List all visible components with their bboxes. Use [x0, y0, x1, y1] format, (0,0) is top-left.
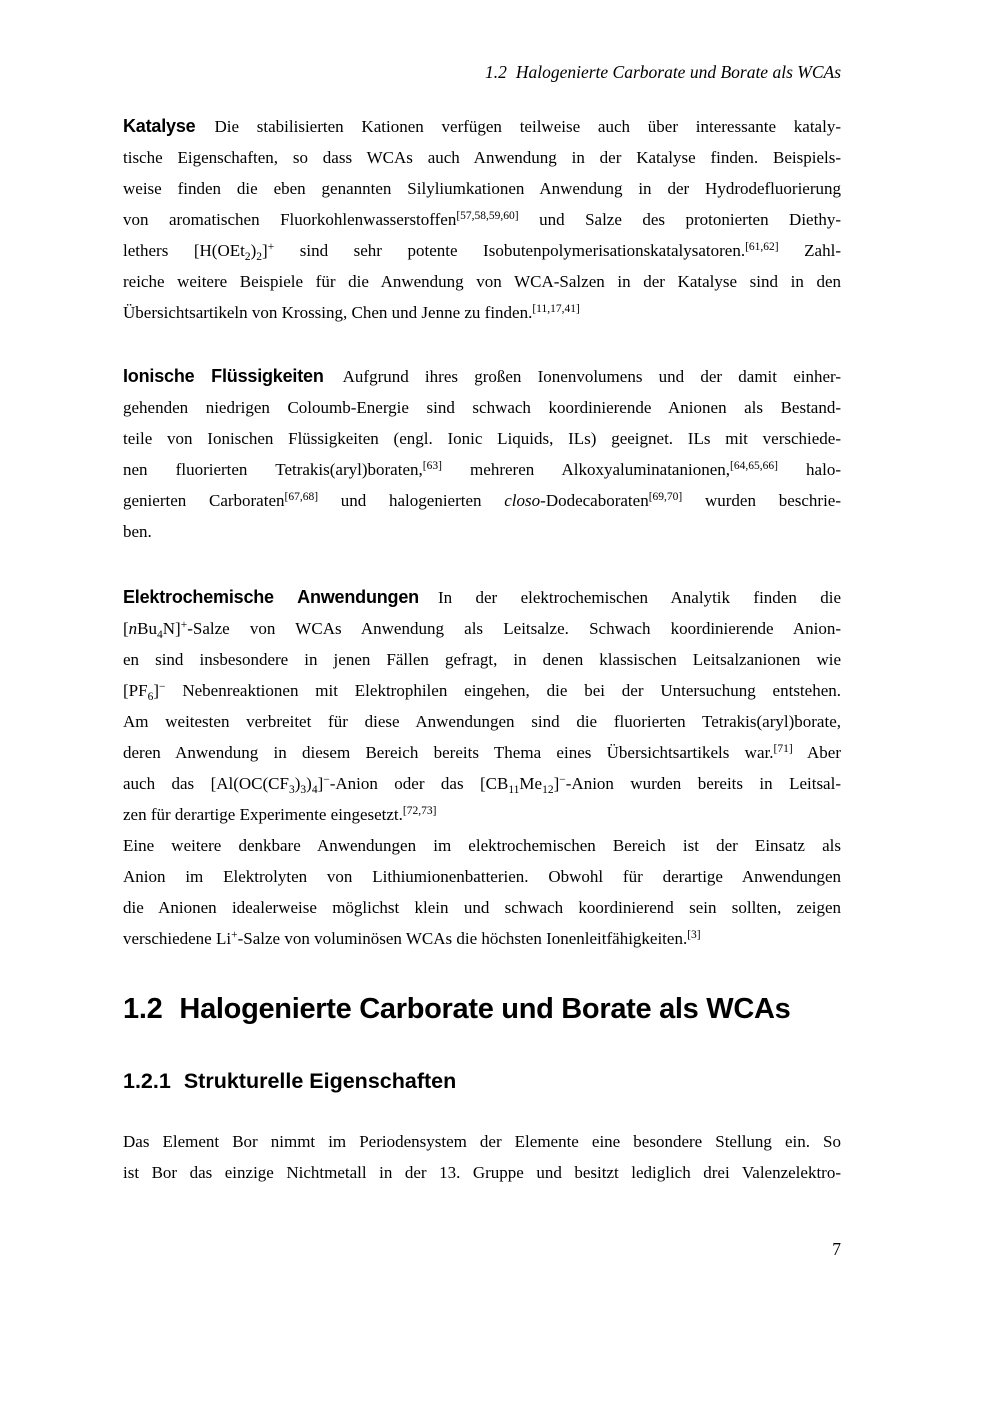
text-line [123, 392, 841, 423]
text-run-i: n [128, 619, 138, 638]
text-line [123, 173, 841, 204]
text-block [123, 0, 841, 1261]
text-line [123, 799, 841, 830]
text-run: -Anion oder das [CB [329, 774, 509, 793]
text-run-sub: 2 [256, 251, 263, 263]
text-line [123, 266, 841, 297]
text-line [123, 861, 841, 892]
text-line [123, 613, 841, 644]
text-run: tische Eigenschaften, so dass WCAs auch Anwendung in der Katalyse finden. Beispiels- [123, 148, 841, 167]
text-run-sub: 4 [311, 784, 318, 796]
text-line [123, 892, 841, 923]
text-run-sub: 2 [244, 251, 251, 263]
section-title: Halogenierte Carborate und Borate als WCAs [179, 993, 791, 1025]
text-run-sub: 6 [147, 691, 154, 703]
subsection-title: Strukturelle Eigenschaften [183, 1069, 457, 1093]
text-line [123, 516, 841, 547]
running-header-section-number: 1.2 [484, 62, 507, 82]
text-line [123, 737, 841, 768]
text-run: lethers [H(OEt [123, 241, 245, 260]
text-line [123, 454, 841, 485]
text-run-lead: Katalyse [123, 116, 196, 136]
text-run-sup: [11,17,41] [532, 303, 580, 315]
text-line [123, 111, 841, 142]
text-line [123, 923, 841, 954]
text-run: [ [123, 619, 129, 638]
text-run: verschiedene Li [123, 929, 232, 948]
text-run-sub: 3 [300, 784, 307, 796]
paragraph-katalyse [123, 111, 841, 328]
text-run: en sind insbesondere in jenen Fällen gefragt, in denen klassischen Leitsalzanionen wie [123, 650, 841, 669]
text-line [123, 235, 841, 266]
text-run: halo- [777, 460, 841, 479]
text-run: N] [162, 619, 181, 638]
text-run: ] [553, 774, 560, 793]
text-line [123, 361, 841, 392]
text-run: nen fluorierten Tetrakis(aryl)boraten, [123, 460, 423, 479]
text-run: ist Bor das einzige Nichtmetall in der 13. Gruppe und besitzt lediglich drei Valenzelektro- [123, 1163, 841, 1182]
text-run: von aromatischen Fluorkohlenwasserstoffen [123, 210, 457, 229]
text-run-i: closo [504, 491, 541, 510]
text-run: wurden beschrie- [682, 491, 842, 510]
text-run-sup: [3] [687, 929, 701, 941]
text-run: Die stabilisierten Kationen verfügen teilweise auch über interessante kataly- [214, 117, 841, 136]
text-line [123, 142, 841, 173]
text-run: ) [306, 774, 312, 793]
text-run: Aber [792, 743, 841, 762]
text-run: ] [262, 241, 268, 260]
text-run: ] [317, 774, 324, 793]
text-run: ben. [123, 522, 152, 541]
text-run: ] [153, 681, 159, 700]
text-run-lead: Elektrochemische Anwendungen [123, 587, 419, 607]
text-run: und Salze des protonierten Diethy- [518, 210, 841, 229]
text-run: teile von Ionischen Flüssigkeiten (engl. Ionic Liquids, ILs) geeignet. ILs mit verschiede- [123, 429, 841, 448]
text-line [123, 1157, 841, 1188]
text-run-sup: − [559, 774, 566, 786]
text-run: Das Element Bor nimmt im Periodensystem der Elemente eine besondere Stellung ein. So [123, 1132, 841, 1151]
text-run: Aufgrund ihres großen Ionenvolumens und der damit einher- [342, 367, 841, 386]
text-run: Anion im Elektrolyten von Lithiumionenbatterien. Obwohl für derartige Anwendungen [123, 867, 841, 886]
text-run-sup: [71] [773, 743, 793, 755]
text-line [123, 706, 841, 737]
text-run: In der elektrochemischen Analytik finden die [437, 588, 842, 607]
text-run-sup: [57,58,59,60] [456, 210, 519, 222]
text-run-sup: [61,62] [745, 241, 779, 253]
text-run: Übersichtsartikeln von Krossing, Chen und Jenne zu finden. [123, 303, 533, 322]
text-run: reiche weitere Beispiele für die Anwendung von WCA-Salzen in der Katalyse sind in den [123, 272, 841, 291]
section-number: 1.2 [123, 993, 163, 1025]
text-run: auch das [Al(OC(CF [123, 774, 289, 793]
text-line [123, 582, 841, 613]
paragraph-ionische-fluessigkeiten [123, 361, 841, 547]
text-run-sup: [67,68] [284, 491, 319, 503]
text-run: und halogenierten [318, 491, 505, 510]
text-run: -Salze von WCAs Anwendung als Leitsalze. Schwach koordinierende Anion- [187, 619, 841, 638]
text-line [123, 675, 841, 706]
text-run-sup: + [231, 929, 238, 941]
text-run-sub: 4 [157, 629, 163, 641]
text-run-sup: + [267, 241, 275, 253]
text-line [123, 644, 841, 675]
subsection-number: 1.2.1 [123, 1069, 171, 1093]
text-run-sup: [63] [422, 460, 442, 472]
text-line [123, 1126, 841, 1157]
text-run-sup: − [159, 681, 166, 693]
running-header [123, 60, 841, 84]
text-run: Bu [137, 619, 158, 638]
text-run: ) [250, 241, 257, 260]
text-run: Eine weitere denkbare Anwendungen im elektrochemischen Bereich ist der Einsatz als [123, 836, 841, 855]
text-run: Am weitesten verbreitet für diese Anwendungen sind die fluorierten Tetrakis(aryl)borate, [123, 712, 841, 731]
text-run-sub: 12 [542, 784, 554, 796]
text-run: weise finden die eben genannten Silyliumkationen Anwendung in der Hydrodefluorierung [123, 179, 841, 198]
text-run: genierten Carboraten [123, 491, 285, 510]
text-run: [PF [123, 681, 148, 700]
text-run: die Anionen idealerweise möglichst klein und schwach koordinierend sein sollten, zeigen [123, 898, 841, 917]
text-line [123, 204, 841, 235]
text-line [123, 768, 841, 799]
text-run-sub: 3 [288, 784, 295, 796]
text-run: mehreren Alkoxyaluminatanionen, [441, 460, 730, 479]
page-number: 7 [832, 1239, 841, 1259]
running-header-title: Halogenierte Carborate und Borate als WCAs [515, 62, 841, 82]
text-run-sup: [72,73] [402, 805, 437, 817]
text-run: zen für derartige Experimente eingesetzt. [123, 805, 403, 824]
text-run: sind sehr potente Isobutenpolymerisationskatalysatoren. [274, 241, 746, 260]
subsection-heading [123, 1067, 841, 1095]
text-run-sup: + [180, 619, 188, 631]
paragraph-elektrochemische-anwendungen [123, 582, 841, 954]
section-heading [123, 989, 841, 1029]
text-run-sup: − [323, 774, 330, 786]
text-run: ) [294, 774, 301, 793]
text-run: deren Anwendung in diesem Bereich bereits Thema eines Übersichtsartikels war. [123, 743, 774, 762]
text-run: -Salze von voluminösen WCAs die höchsten Ionenleitfähigkeiten. [237, 929, 688, 948]
text-line [123, 830, 841, 861]
text-run-sup: [64,65,66] [730, 460, 778, 472]
text-run-lead: Ionische Flüssigkeiten [123, 366, 324, 386]
text-run: -Anion wurden bereits in Leitsal- [565, 774, 841, 793]
text-run: gehenden niedrigen Coloumb-Energie sind schwach koordinierende Anionen als Bestand- [123, 398, 841, 417]
text-line [123, 423, 841, 454]
text-run-sup: [69,70] [648, 491, 683, 503]
text-run: -Dodecaboraten [540, 491, 649, 510]
text-run: Nebenreaktionen mit Elektrophilen eingehen, die bei der Untersuchung entstehen. [165, 681, 841, 700]
text-line [123, 297, 841, 328]
text-run: Zahl- [778, 241, 841, 260]
paragraph-strukturelle-eigenschaften-intro [123, 1126, 841, 1188]
text-line [123, 485, 841, 516]
text-run: Me [519, 774, 543, 793]
text-run-sub: 11 [508, 784, 520, 796]
